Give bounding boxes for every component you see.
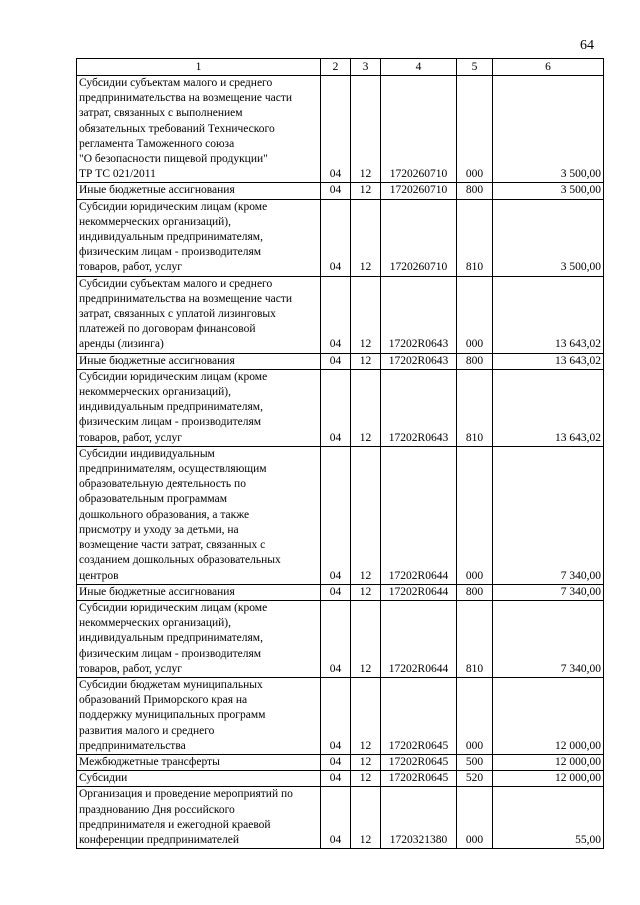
row-expense-type: 800 [457,584,493,600]
row-amount: 7 340,00 [493,584,604,600]
row-expense-type: 500 [457,754,493,770]
table-row [77,754,604,770]
page-number: 64 [580,38,594,53]
row-name: Иные бюджетные ассигнования [77,183,321,199]
row-amount: 7 340,00 [493,446,604,584]
row-subsection-code: 12 [351,446,381,584]
row-subsection-code: 12 [351,76,381,183]
row-subsection-code: 12 [351,584,381,600]
row-subsection-code: 12 [351,199,381,276]
row-target-article: 1720260710 [381,76,457,183]
row-section-code: 04 [321,276,351,353]
row-section-code: 04 [321,446,351,584]
row-expense-type: 000 [457,76,493,183]
row-name: Субсидии субъектам малого и среднего предпринимательства на возмещение части затрат, связанных с уплатой лизинговых платежей по договорам финансовой аренды (лизинга) [77,276,321,353]
row-target-article: 17202R0644 [381,446,457,584]
table-row [77,276,604,353]
row-name: Субсидии юридическим лицам (кроме некоммерческих организаций), индивидуальным предпринимателям, физическим лицам - производителям товаров, работ, услуг [77,199,321,276]
row-name: Организация и проведение мероприятий по празднованию Дня российского предпринимателя и ежегодной краевой конференции предпринимателей [77,787,321,849]
column-header: 4 [381,59,457,76]
row-target-article: 17202R0645 [381,771,457,787]
table-row [77,76,604,183]
row-amount: 12 000,00 [493,771,604,787]
table-row [77,353,604,369]
row-name: Иные бюджетные ассигнования [77,584,321,600]
row-expense-type: 000 [457,677,493,754]
row-target-article: 1720321380 [381,787,457,849]
row-target-article: 1720260710 [381,183,457,199]
table-row [77,199,604,276]
row-section-code: 04 [321,369,351,446]
row-target-article: 17202R0645 [381,677,457,754]
row-amount: 3 500,00 [493,199,604,276]
row-subsection-code: 12 [351,754,381,770]
row-expense-type: 000 [457,276,493,353]
row-target-article: 17202R0644 [381,600,457,677]
row-amount: 13 643,02 [493,276,604,353]
row-subsection-code: 12 [351,677,381,754]
row-name: Субсидии субъектам малого и среднего предпринимательства на возмещение части затрат, связанных с выполнением обязательных требований Технического регламента Таможенного союза "О безопасности пищевой продукции" ТР ТС 021/2011 [77,76,321,183]
row-name: Межбюджетные трансферты [77,754,321,770]
row-subsection-code: 12 [351,276,381,353]
row-name: Субсидии [77,771,321,787]
row-name: Субсидии индивидуальным предпринимателям, осуществляющим образовательную деятельность по образовательным программам дошкольного образования, а также присмотру и уходу за детьми, на возмещение части затрат, связанных с созданием дошкольных образовательных центров [77,446,321,584]
row-subsection-code: 12 [351,369,381,446]
table-row [77,677,604,754]
column-header: 5 [457,59,493,76]
row-section-code: 04 [321,754,351,770]
row-target-article: 17202R0645 [381,754,457,770]
row-amount: 12 000,00 [493,754,604,770]
row-section-code: 04 [321,600,351,677]
row-expense-type: 000 [457,787,493,849]
row-expense-type: 000 [457,446,493,584]
row-subsection-code: 12 [351,183,381,199]
row-section-code: 04 [321,771,351,787]
row-section-code: 04 [321,353,351,369]
row-amount: 12 000,00 [493,677,604,754]
row-name: Субсидии юридическим лицам (кроме некоммерческих организаций), индивидуальным предпринимателям, физическим лицам - производителям товаров, работ, услуг [77,369,321,446]
row-target-article: 1720260710 [381,199,457,276]
row-name: Субсидии юридическим лицам (кроме некоммерческих организаций), индивидуальным предпринимателям, физическим лицам - производителям товаров, работ, услуг [77,600,321,677]
row-section-code: 04 [321,787,351,849]
row-amount: 13 643,02 [493,353,604,369]
row-section-code: 04 [321,76,351,183]
row-section-code: 04 [321,183,351,199]
row-section-code: 04 [321,584,351,600]
row-subsection-code: 12 [351,353,381,369]
table-row [77,369,604,446]
row-target-article: 17202R0643 [381,353,457,369]
row-target-article: 17202R0643 [381,369,457,446]
row-amount: 55,00 [493,787,604,849]
column-header: 2 [321,59,351,76]
row-subsection-code: 12 [351,600,381,677]
row-expense-type: 810 [457,199,493,276]
column-header: 3 [351,59,381,76]
budget-table [76,58,604,849]
row-subsection-code: 12 [351,787,381,849]
row-name: Субсидии бюджетам муниципальных образований Приморского края на поддержку муниципальных программ развития малого и среднего предпринимательства [77,677,321,754]
table-row [77,446,604,584]
table-row [77,183,604,199]
row-subsection-code: 12 [351,771,381,787]
table-row [77,584,604,600]
table-header-row [77,59,604,76]
row-amount: 7 340,00 [493,600,604,677]
table-row [77,600,604,677]
column-header: 6 [493,59,604,76]
column-header: 1 [77,59,321,76]
row-expense-type: 810 [457,369,493,446]
row-section-code: 04 [321,199,351,276]
row-expense-type: 520 [457,771,493,787]
row-amount: 13 643,02 [493,369,604,446]
row-amount: 3 500,00 [493,183,604,199]
row-expense-type: 810 [457,600,493,677]
row-target-article: 17202R0644 [381,584,457,600]
row-expense-type: 800 [457,183,493,199]
row-amount: 3 500,00 [493,76,604,183]
row-name: Иные бюджетные ассигнования [77,353,321,369]
row-section-code: 04 [321,677,351,754]
row-target-article: 17202R0643 [381,276,457,353]
table-row [77,771,604,787]
row-expense-type: 800 [457,353,493,369]
table-row [77,787,604,849]
